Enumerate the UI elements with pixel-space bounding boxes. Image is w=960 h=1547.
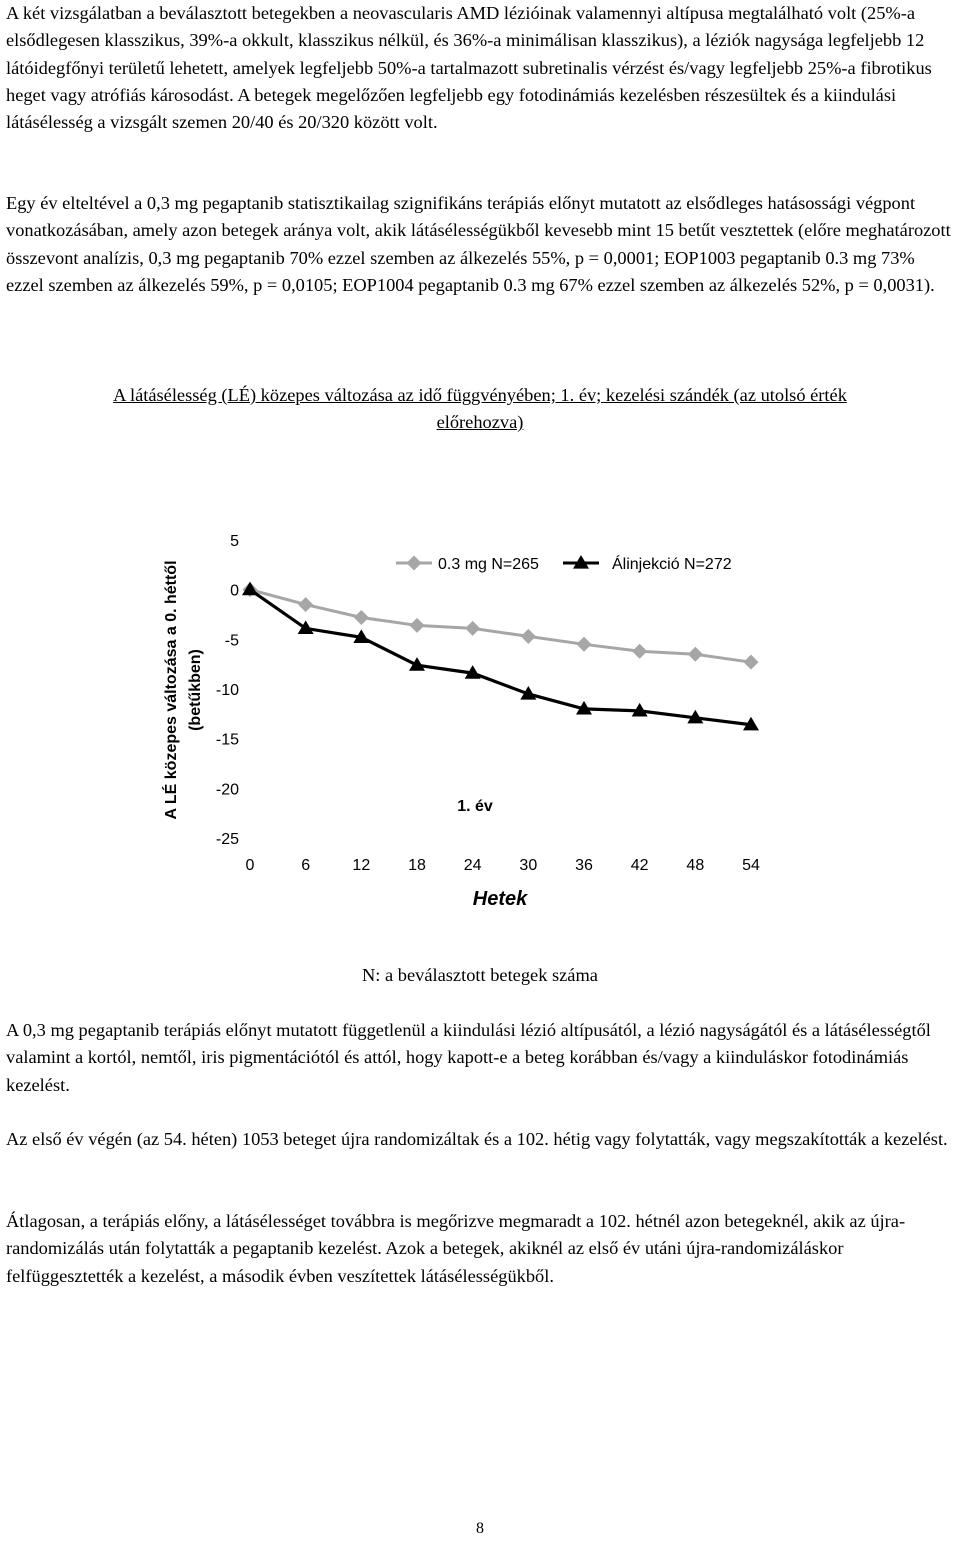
y-axis-label-line2: (betűkben) [187, 649, 204, 731]
data-point [465, 621, 480, 636]
series-2 [242, 582, 759, 731]
y-tick-label: -5 [224, 632, 239, 650]
x-tick-labels [246, 857, 760, 874]
data-point [298, 597, 313, 612]
chart-footnote: N: a beválasztott betegek száma [362, 965, 598, 985]
y-tick-label: 5 [230, 533, 239, 550]
data-point [744, 655, 759, 670]
legend-label: 0.3 mg N=265 [438, 556, 539, 573]
y-tick-labels [216, 533, 239, 848]
y-axis-label-line1: A LÉ közepes változása a 0. héttől [163, 560, 180, 820]
y-tick-label: -15 [215, 731, 239, 749]
paragraph-primary-endpoint: Egy év elteltével a 0,3 mg pegaptanib statisztikailag szignifikáns terápiás előnyt mutatott az elsődleges hatásossági végpont vonatkozásában, amely azon betegek aránya volt, akik látásélességükből kevesebb mint 15 betűt vesztettek (előre meghatározott összevont analízis, 0,3 mg pegaptanib 70% ezzel szemben az álkezelés 55%, p = 0,0001; EOP1003 pegaptanib 0.3 mg 73% ezzel szemben az álkezelés 59%, p = 0,0105; EOP1004 pegaptanib 0.3 mg 67% ezzel szemben az álkezelés 52%, p = 0,0031). [6, 193, 951, 295]
data-point [298, 620, 314, 634]
chart-legend [396, 554, 732, 573]
paragraph-subgroups: A 0,3 mg pegaptanib terápiás előnyt mutatott függetlenül a kiindulási lézió altípusától, a lézió nagyságától és a látásélességtől valamint a kortól, nemtől, iris pigmentációtól és attól, hogy kapott-e a beteg korábban és/vagy a kiinduláskor fotodinámiás kezelést. [6, 1020, 931, 1095]
chart-title-line2: előrehozva) [436, 412, 524, 433]
legend-item [563, 554, 732, 573]
x-tick-label: 36 [575, 857, 593, 874]
data-point [354, 610, 369, 625]
data-point [521, 629, 536, 644]
x-tick-label: 18 [408, 857, 426, 874]
x-tick-label: 30 [519, 857, 538, 874]
paragraph-second-year: Átlagosan, a terápiás előny, a látásélességet továbbra is megőrizve megmaradt a 102. hétnél azon betegeknél, akik az újra-randomizálás után folytatták a pegaptanib kezelést. Azok a betegek, akiknél az első év utáni újra-randomizáláskor felfüggesztették a kezelést, a második évben veszítettek látásélességükből. [6, 1211, 906, 1286]
paragraph-rerandomization: Az első év végén (az 54. héten) 1053 beteget újra randomizáltak és a 102. hétig vagy folytatták, vagy megszakították a kezelést. [6, 1129, 948, 1149]
y-axis-label [161, 560, 204, 819]
chart-title [0, 382, 960, 437]
data-point [577, 637, 592, 652]
visual-acuity-line-chart [0, 500, 960, 920]
x-axis-label: Hetek [472, 888, 528, 910]
x-tick-label: 24 [463, 857, 482, 874]
data-point [688, 647, 703, 662]
year-annotation: 1. év [457, 798, 493, 815]
x-tick-label: 0 [245, 857, 255, 874]
series-line [250, 590, 751, 663]
data-point [632, 644, 647, 659]
data-point [410, 618, 425, 633]
chart-title-line1: A látásélesség (LÉ) közepes változása az idő függvényében; 1. év; kezelési szándék (az utolsó érték [113, 385, 847, 405]
series-1 [243, 582, 759, 670]
paragraph-study-population: A két vizsgálatban a beválasztott betegekben a neovascularis AMD lézióinak valamennyi altípusa megtalálható volt (25%-a elsődlegesen klasszikus, 39%-a okkult, klasszikus nélkül, és 36%-a minimálisan klasszikus), a léziók nagysága legfeljebb 12 látóidegfőnyi területű lehetett, amelyek legfeljebb 50%-a tartalmazott subretinalis vérzést és/vagy legfeljebb 25%-a fibrotikus heget vagy atrófiás károsodást. A betegek megelőzően legfeljebb egy fotodinámiás kezelésben részesültek és a kiindulási látásélesség a vizsgált szemen 20/40 és 20/320 között volt. [6, 3, 932, 133]
legend-marker [407, 556, 422, 571]
x-tick-label: 54 [742, 857, 760, 874]
x-tick-label: 48 [686, 857, 705, 874]
x-tick-label: 42 [630, 857, 649, 874]
y-tick-label: -20 [215, 781, 239, 799]
legend-item [396, 556, 539, 574]
legend-label: Álinjekció N=272 [612, 556, 732, 573]
page-number: 8 [476, 1520, 484, 1537]
x-tick-label: 12 [352, 857, 371, 874]
x-tick-label: 6 [301, 857, 311, 874]
y-tick-label: -10 [215, 682, 239, 699]
series-layer [242, 582, 759, 731]
y-tick-label: -25 [215, 831, 239, 848]
y-tick-label: 0 [230, 582, 239, 600]
